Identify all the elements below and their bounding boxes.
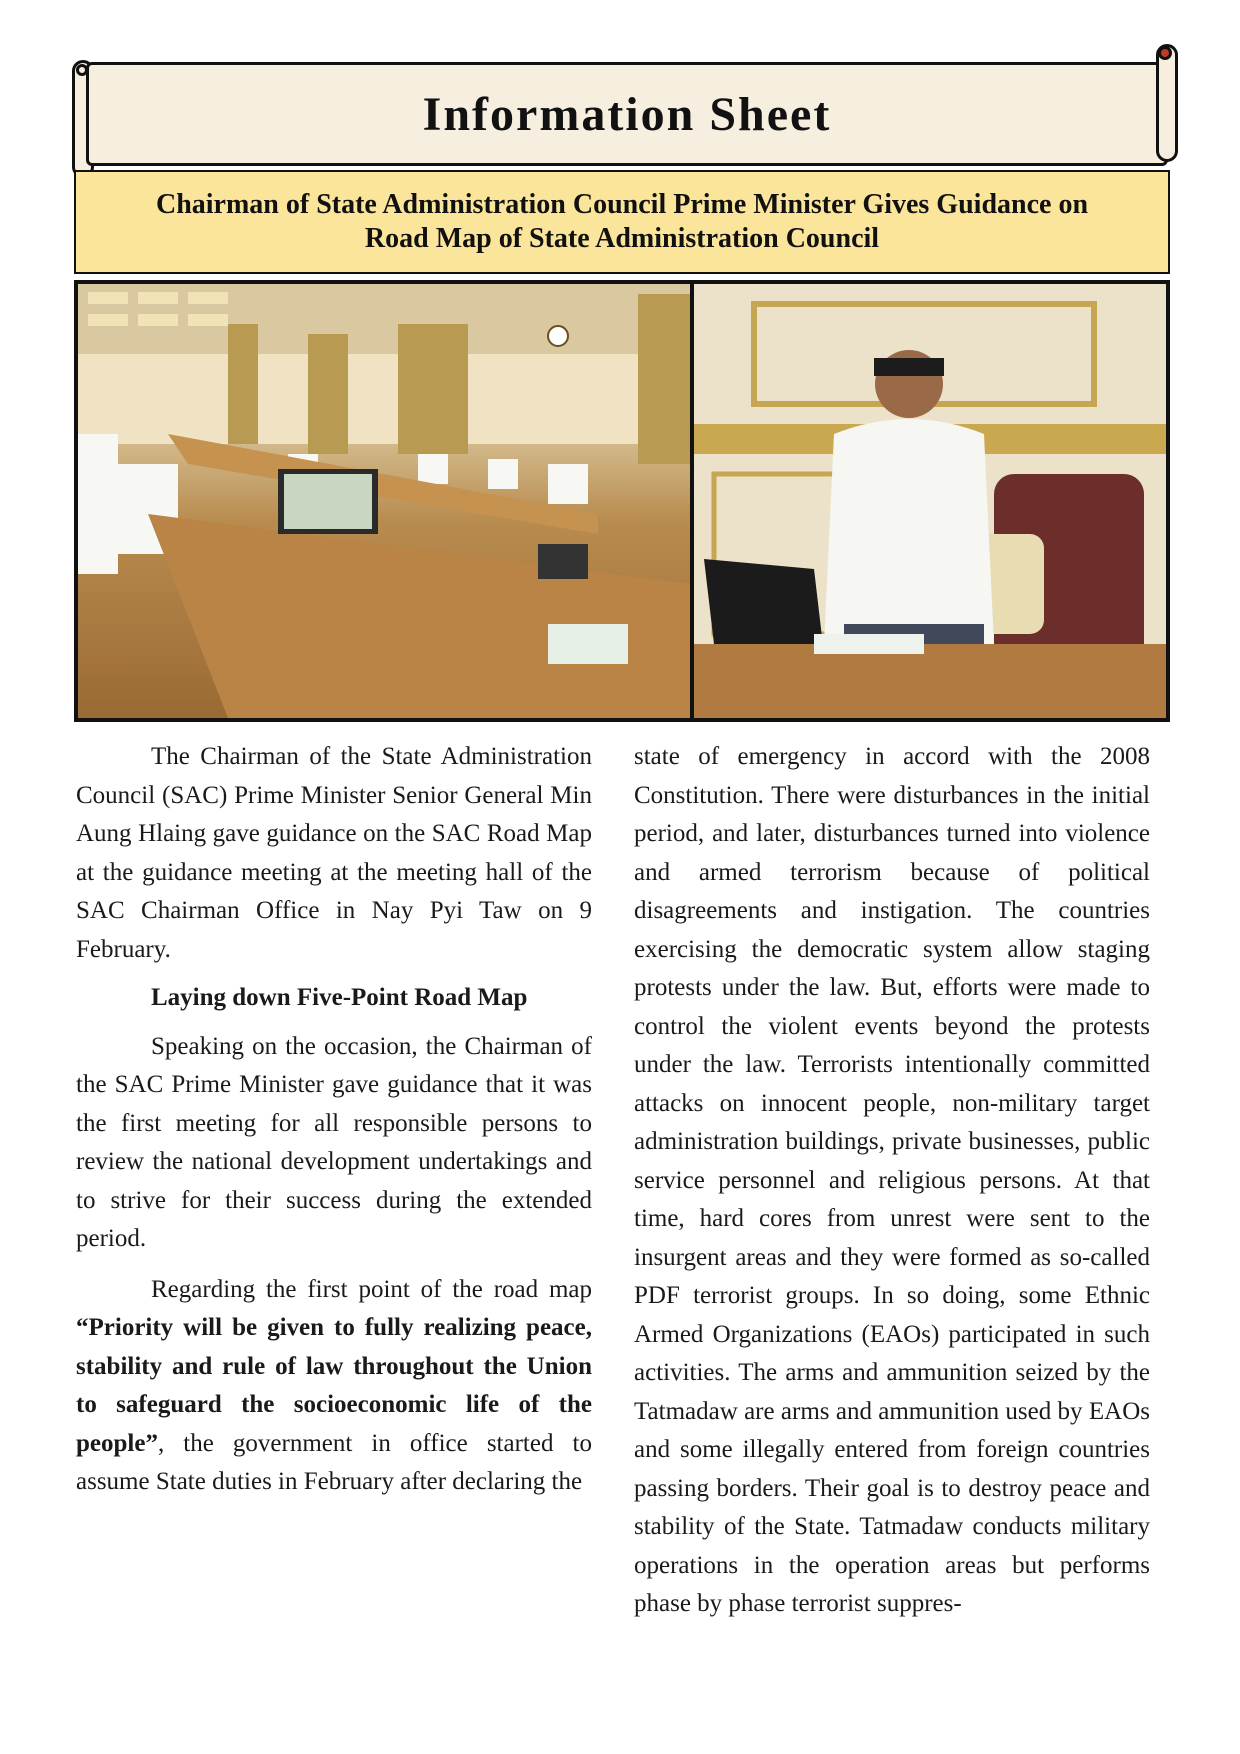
paragraph-first-point-lead: Regarding the first point of the road map: [151, 1275, 592, 1303]
article-column-left: [76, 738, 592, 1502]
article-column-right: [634, 738, 1150, 1624]
meeting-hall-photo: [78, 284, 690, 718]
scroll-curl-right: [1158, 46, 1172, 60]
section-subheading: Laying down Five-Point Road Map: [151, 984, 528, 1011]
paragraph-guidance: Speaking on the occasion, the Chairman of the SAC Prime Minister gave guidance that it was the first meeting for all responsible persons to review the national development undertakings and to strive for their success during the extended period.: [76, 1032, 592, 1252]
headline-line-1: Chairman of State Administration Council Prime Minister Gives Guidance on: [155, 189, 1089, 220]
speaker-photo: [694, 284, 1166, 718]
headline-box: [74, 170, 1170, 274]
road-map-point-one-quote: “Priority will be given to fully realizing peace, stability and rule of law throughout the Union to safeguard the socioeconomic life of the people”: [76, 1314, 592, 1457]
paragraph-intro: The Chairman of the State Administration Council (SAC) Prime Minister Senior General Min Aung Hlaing gave guidance on the SAC Road Map at the guidance meeting at the meeting hall of the SAC Chairman Office in Nay Pyi Taw on 9 February.: [76, 743, 592, 963]
photo-strip: [74, 280, 1170, 722]
paragraph-first-point-body: , the government in office started to assume State duties in February after declaring the: [76, 1429, 592, 1495]
headline: [156, 188, 1088, 256]
paragraph-first-point-start: [76, 1271, 592, 1502]
page-title: Information Sheet: [422, 87, 832, 141]
title-banner: [86, 62, 1168, 166]
meeting-hall-illustration: [78, 284, 690, 718]
headline-line-2: Road Map of State Administration Council: [364, 223, 880, 254]
paragraph-first-point-continued: state of emergency in accord with the 2008 Constitution. There were disturbances in the initial period, and later, disturbances turned into violence and armed terrorism because of political disagreements and instigation. The countries exercising the democratic system allow staging protests under the law. But, efforts were made to control the violent events beyond the protests under the law. Terrorists intentionally committed attacks on innocent people, non-military target administration buildings, private businesses, public service personnel and religious persons. At that time, hard cores from unrest were sent to the insurgent areas and they were formed as so-called PDF terrorist groups. In so doing, some Ethnic Armed Organizations (EAOs) participated in such activities. The arms and ammunition seized by the Tatmadaw are arms and ammunition used by EAOs and some illegally entered from foreign countries passing borders. Their goal is to destroy peace and stability of the State. Tatmadaw conducts military operations in the operation areas but performs phase by phase terrorist suppres-: [634, 743, 1150, 1617]
speaker-illustration: [694, 284, 1166, 718]
scroll-roll-right: [1156, 44, 1178, 162]
